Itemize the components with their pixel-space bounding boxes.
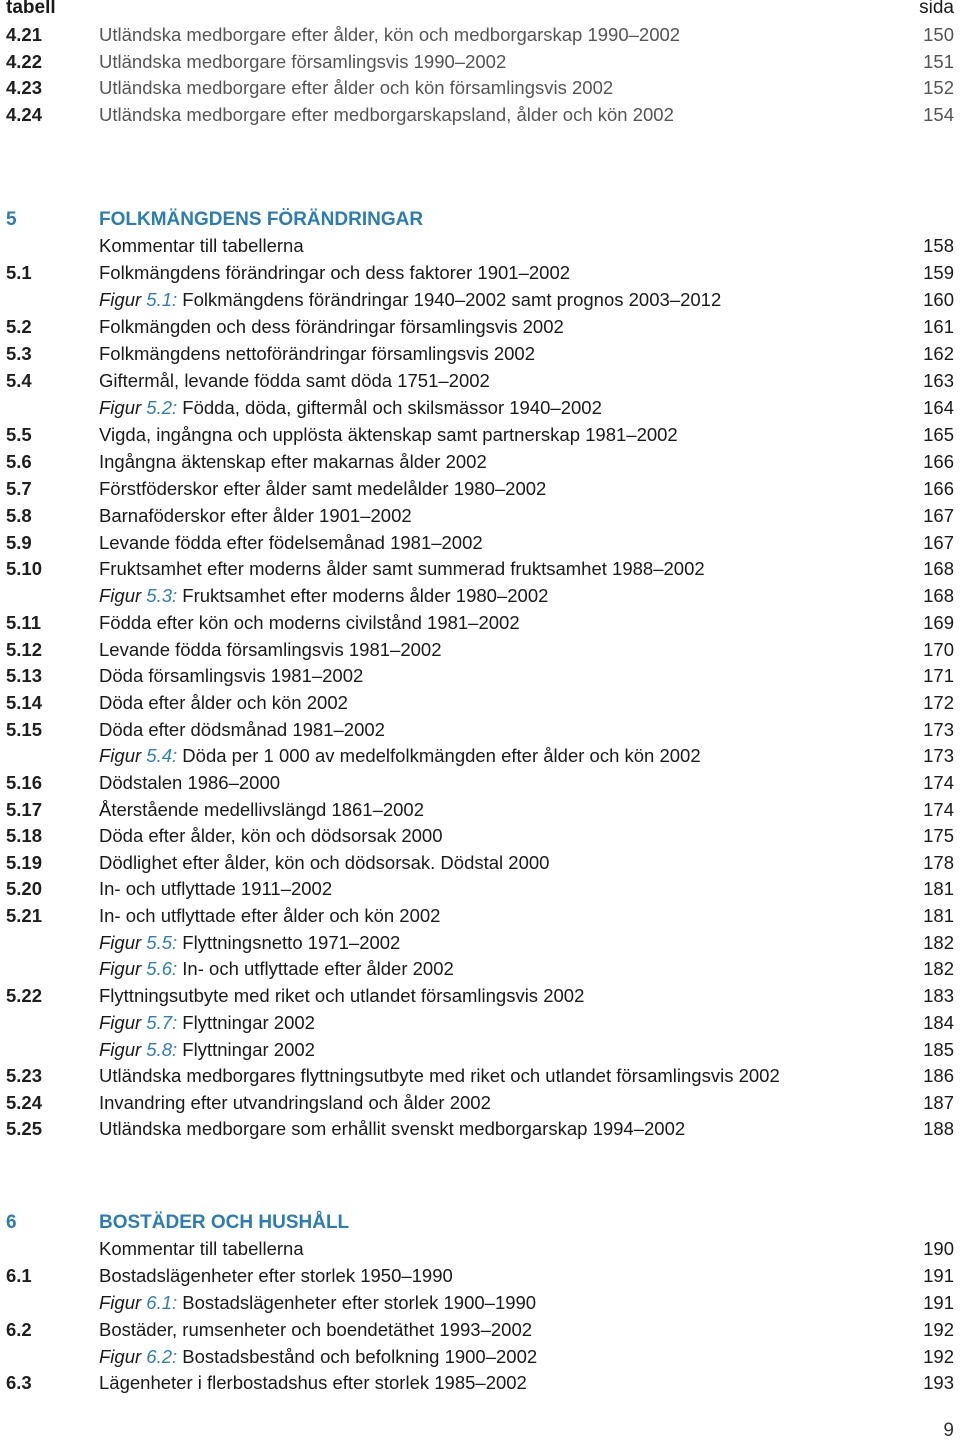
figure-entry[interactable] [0, 1343, 960, 1370]
entry-number: 5.24 [6, 1092, 43, 1113]
table-entry[interactable] [0, 662, 960, 689]
entry-page: 167 [923, 505, 954, 526]
entry-number: 5.18 [6, 825, 43, 846]
entry-title: Döda efter dödsmånad 1981–2002 [99, 719, 385, 740]
entry-title: Ingångna äktenskap efter makarnas ålder 2002 [99, 451, 487, 472]
entry-title: Förstföderskor efter ålder samt medelålder 1980–2002 [99, 478, 547, 499]
figure-label: Figur [99, 932, 147, 953]
entry-page: 175 [923, 825, 954, 846]
table-entry[interactable] [0, 259, 960, 286]
figure-entry[interactable] [0, 286, 960, 313]
entry-number: 5.25 [6, 1118, 43, 1139]
entry-title: Fruktsamhet efter moderns ålder samt summerad fruktsamhet 1988–2002 [99, 558, 705, 579]
entry-number: 5.16 [6, 772, 43, 793]
figure-title: Födda, döda, giftermål och skilsmässor 1940–2002 [177, 397, 602, 418]
section-title: FOLKMÄNGDENS FÖRÄNDRINGAR [99, 209, 424, 230]
table-entry[interactable] [0, 769, 960, 796]
table-entry[interactable] [0, 636, 960, 663]
entry-page: 170 [923, 639, 954, 660]
figure-label: Figur [99, 1039, 147, 1060]
table-entry[interactable] [0, 849, 960, 876]
entry-title [99, 1009, 315, 1036]
entry-page: 151 [923, 51, 954, 72]
figure-number: 5.2: [146, 397, 178, 418]
entry-title: Döda församlingsvis 1981–2002 [99, 665, 364, 686]
table-entry[interactable] [0, 313, 960, 340]
entry-page: 186 [923, 1065, 954, 1086]
entry-page: 162 [923, 343, 954, 364]
entry-page: 178 [923, 852, 954, 873]
entry-title: Bostadslägenheter efter storlek 1950–1990 [99, 1265, 453, 1286]
figure-number: 5.1: [146, 289, 178, 310]
entry-page: 187 [923, 1092, 954, 1113]
entry-number: 5.6 [6, 451, 32, 472]
figure-label: Figur [99, 1012, 147, 1033]
entry-number: 5.3 [6, 343, 32, 364]
table-entry[interactable] [0, 822, 960, 849]
figure-title: Fruktsamhet efter moderns ålder 1980–2002 [177, 585, 549, 606]
figure-label: Figur [99, 397, 147, 418]
entry-number: 5.13 [6, 665, 43, 686]
figure-number: 5.6: [146, 958, 178, 979]
entry-title: Utländska medborgare efter medborgarskapsland, ålder och kön 2002 [99, 104, 674, 125]
entry-title: Kommentar till tabellerna [99, 235, 304, 256]
entry-number: 5.10 [6, 558, 43, 579]
figure-label: Figur [99, 1346, 147, 1367]
table-entry[interactable] [0, 529, 960, 556]
entry-title: Kommentar till tabellerna [99, 1238, 304, 1259]
figure-entry[interactable] [0, 1036, 960, 1063]
entry-page: 167 [923, 532, 954, 553]
entry-number: 5.21 [6, 905, 43, 926]
figure-number: 5.3: [146, 585, 178, 606]
entry-page: 150 [923, 24, 954, 45]
table-entry[interactable] [0, 555, 960, 582]
entry-number: 5.19 [6, 852, 43, 873]
entry-title [99, 1289, 536, 1316]
entry-page: 173 [923, 719, 954, 740]
table-entry[interactable] [0, 101, 960, 128]
entry-number: 5.15 [6, 719, 43, 740]
figure-title: Folkmängdens förändringar 1940–2002 samt prognos 2003–2012 [177, 289, 722, 310]
entry-title: Födda efter kön och moderns civilstånd 1981–2002 [99, 612, 520, 633]
entry-page: 192 [923, 1319, 954, 1340]
entry-page: 164 [923, 397, 954, 418]
entry-page: 183 [923, 985, 954, 1006]
figure-label: Figur [99, 745, 147, 766]
entry-number: 6.1 [6, 1265, 32, 1286]
entry-page: 169 [923, 612, 954, 633]
entry-page: 161 [923, 316, 954, 337]
section-heading [0, 1209, 960, 1236]
entry-page: 185 [923, 1039, 954, 1060]
table-entry[interactable] [0, 609, 960, 636]
entry-title: Flyttningsutbyte med riket och utlandet församlingsvis 2002 [99, 985, 585, 1006]
entry-number: 5.20 [6, 878, 43, 899]
figure-label: Figur [99, 958, 147, 979]
entry-number: 5.23 [6, 1065, 43, 1086]
entry-title: Levande födda efter födelsemånad 1981–2002 [99, 532, 483, 553]
table-entry[interactable] [0, 982, 960, 1009]
figure-entry[interactable] [0, 742, 960, 769]
entry-title [99, 394, 602, 421]
page-number: 9 [943, 1420, 954, 1441]
section-number: 5 [6, 209, 17, 230]
entry-number: 5.22 [6, 985, 43, 1006]
entry-title: Återstående medellivslängd 1861–2002 [99, 799, 425, 820]
figure-number: 5.7: [146, 1012, 178, 1033]
entry-page: 160 [923, 289, 954, 310]
table-entry[interactable] [0, 48, 960, 75]
entry-number: 5.12 [6, 639, 43, 660]
entry-page: 163 [923, 370, 954, 391]
entry-page: 188 [923, 1118, 954, 1139]
entry-number: 6.2 [6, 1319, 32, 1340]
figure-title: Flyttningsnetto 1971–2002 [177, 932, 401, 953]
table-entry[interactable] [0, 1369, 960, 1396]
entry-title: Folkmängdens nettoförändringar församlingsvis 2002 [99, 343, 536, 364]
entry-title: Invandring efter utvandringsland och ålder 2002 [99, 1092, 491, 1113]
figure-entry[interactable] [0, 582, 960, 609]
figure-title: Bostadslägenheter efter storlek 1900–1990 [177, 1292, 537, 1313]
table-entry[interactable] [0, 475, 960, 502]
figure-label: Figur [99, 289, 147, 310]
entry-number: 5.14 [6, 692, 43, 713]
table-entry[interactable] [0, 1062, 960, 1089]
entry-title: Barnaföderskor efter ålder 1901–2002 [99, 505, 412, 526]
figure-title: Döda per 1 000 av medelfolkmängden efter ålder och kön 2002 [177, 745, 701, 766]
figure-number: 5.5: [146, 932, 178, 953]
table-entry[interactable] [0, 689, 960, 716]
table-entry[interactable] [0, 448, 960, 475]
entry-title: Utländska medborgare som erhållit svenskt medborgarskap 1994–2002 [99, 1118, 686, 1139]
entry-title: Dödlighet efter ålder, kön och dödsorsak. Dödstal 2000 [99, 852, 550, 873]
entry-title [99, 955, 454, 982]
entry-number: 5.1 [6, 262, 32, 283]
figure-title: In- och utflyttade efter ålder 2002 [177, 958, 454, 979]
table-entry[interactable] [0, 21, 960, 48]
entry-title: In- och utflyttade efter ålder och kön 2002 [99, 905, 441, 926]
figure-number: 5.8: [146, 1039, 178, 1060]
entry-page: 173 [923, 745, 954, 766]
entry-page: 174 [923, 799, 954, 820]
entry-page: 168 [923, 558, 954, 579]
figure-entry[interactable] [0, 394, 960, 421]
entry-page: 190 [923, 1238, 954, 1259]
column-header-page: sida [919, 0, 954, 18]
entry-title: Vigda, ingångna och upplösta äktenskap samt partnerskap 1981–2002 [99, 424, 678, 445]
entry-page: 181 [923, 905, 954, 926]
entry-page: 166 [923, 478, 954, 499]
entry-page: 193 [923, 1372, 954, 1393]
entry-page: 182 [923, 958, 954, 979]
entry-title: Folkmängdens förändringar och dess faktorer 1901–2002 [99, 262, 571, 283]
figure-title: Bostadsbestånd och befolkning 1900–2002 [177, 1346, 538, 1367]
entry-title [99, 582, 548, 609]
table-entry[interactable] [0, 367, 960, 394]
figure-title: Flyttningar 2002 [177, 1012, 315, 1033]
entry-page: 182 [923, 932, 954, 953]
entry-number: 5.2 [6, 316, 32, 337]
figure-number: 6.1: [146, 1292, 178, 1313]
entry-number: 5.11 [6, 612, 41, 633]
entry-title: Utländska medborgares flyttningsutbyte med riket och utlandet församlingsvis 2002 [99, 1065, 780, 1086]
entry-page: 181 [923, 878, 954, 899]
section-title: BOSTÄDER OCH HUSHÅLL [99, 1212, 350, 1233]
entry-title [99, 929, 400, 956]
figure-entry[interactable] [0, 929, 960, 956]
entry-page: 154 [923, 104, 954, 125]
entry-title [99, 1036, 315, 1063]
entry-number: 4.21 [6, 24, 43, 45]
entry-page: 184 [923, 1012, 954, 1033]
entry-title: In- och utflyttade 1911–2002 [99, 878, 333, 899]
table-entry[interactable] [0, 74, 960, 101]
entry-title: Döda efter ålder, kön och dödsorsak 2000 [99, 825, 443, 846]
table-entry[interactable] [0, 902, 960, 929]
table-entry[interactable] [0, 1262, 960, 1289]
entry-number: 4.22 [6, 51, 43, 72]
figure-label: Figur [99, 585, 147, 606]
entry-page: 171 [923, 665, 954, 686]
entry-title: Lägenheter i flerbostadshus efter storlek 1985–2002 [99, 1372, 527, 1393]
table-entry[interactable] [0, 716, 960, 743]
table-entry[interactable] [0, 1089, 960, 1116]
entry-page: 165 [923, 424, 954, 445]
entry-title [99, 742, 701, 769]
entry-page: 191 [923, 1265, 954, 1286]
figure-number: 6.2: [146, 1346, 178, 1367]
entry-title: Döda efter ålder och kön 2002 [99, 692, 348, 713]
entry-page: 174 [923, 772, 954, 793]
entry-title: Utländska medborgare församlingsvis 1990–2002 [99, 51, 507, 72]
section-heading [0, 206, 960, 233]
entry-page: 192 [923, 1346, 954, 1367]
entry-number: 5.17 [6, 799, 43, 820]
entry-title: Folkmängden och dess förändringar församlingsvis 2002 [99, 316, 564, 337]
entry-number: 5.5 [6, 424, 32, 445]
table-entry[interactable] [0, 1235, 960, 1262]
entry-title: Dödstalen 1986–2000 [99, 772, 281, 793]
entry-number: 5.4 [6, 370, 32, 391]
entry-page: 191 [923, 1292, 954, 1313]
entry-page: 168 [923, 585, 954, 606]
entry-number: 4.24 [6, 104, 43, 125]
figure-number: 5.4: [146, 745, 178, 766]
table-entry[interactable] [0, 502, 960, 529]
table-entry[interactable] [0, 875, 960, 902]
table-entry[interactable] [0, 1316, 960, 1343]
figure-label: Figur [99, 1292, 147, 1313]
entry-page: 172 [923, 692, 954, 713]
entry-title: Utländska medborgare efter ålder, kön och medborgarskap 1990–2002 [99, 24, 681, 45]
entry-number: 6.3 [6, 1372, 32, 1393]
table-entry[interactable] [0, 796, 960, 823]
figure-entry[interactable] [0, 1009, 960, 1036]
figure-title: Flyttningar 2002 [177, 1039, 315, 1060]
entry-title: Utländska medborgare efter ålder och kön församlingsvis 2002 [99, 77, 614, 98]
entry-title: Bostäder, rumsenheter och boendetäthet 1993–2002 [99, 1319, 533, 1340]
section-number: 6 [6, 1212, 17, 1233]
entry-page: 166 [923, 451, 954, 472]
figure-entry[interactable] [0, 955, 960, 982]
table-entry[interactable] [0, 340, 960, 367]
entry-page: 152 [923, 77, 954, 98]
table-entry[interactable] [0, 1115, 960, 1142]
table-entry[interactable] [0, 421, 960, 448]
column-header-table: tabell [6, 0, 56, 18]
entry-title: Giftermål, levande födda samt döda 1751–2002 [99, 370, 490, 391]
figure-entry[interactable] [0, 1289, 960, 1316]
entry-title [99, 1343, 537, 1370]
entry-title: Levande födda församlingsvis 1981–2002 [99, 639, 442, 660]
entry-page: 158 [923, 235, 954, 256]
entry-title [99, 286, 721, 313]
entry-page: 159 [923, 262, 954, 283]
entry-number: 5.7 [6, 478, 32, 499]
entry-number: 5.9 [6, 532, 32, 553]
table-entry[interactable] [0, 232, 960, 259]
entry-number: 5.8 [6, 505, 32, 526]
entry-number: 4.23 [6, 77, 43, 98]
